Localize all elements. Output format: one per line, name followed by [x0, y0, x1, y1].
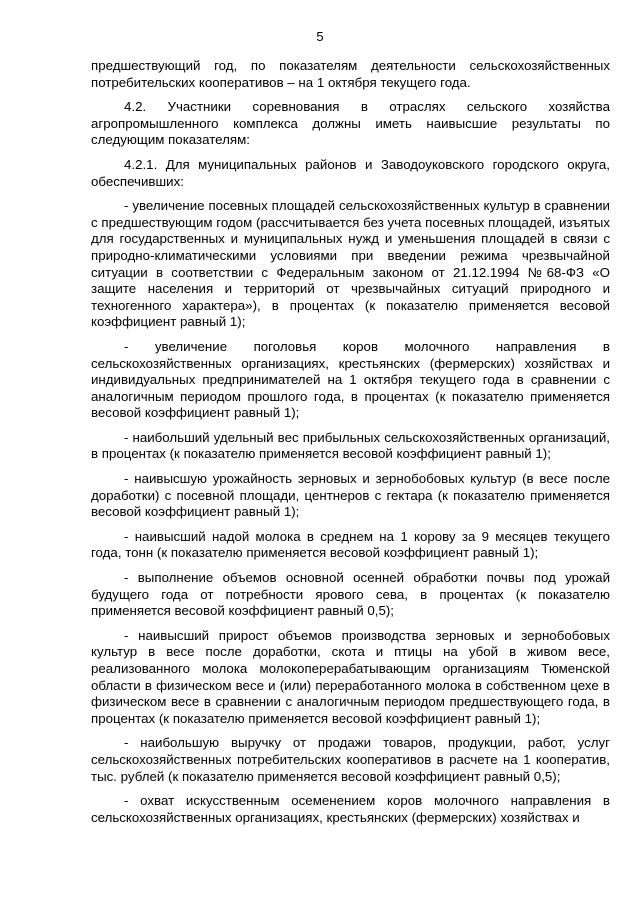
paragraph: - выполнение объемов основной осенней обработки почвы под урожай будущего года от потребности ярового сева, в процентах (к показателю применяется весовой коэффициент равный 0,5); [91, 570, 610, 619]
paragraph: - увеличение посевных площадей сельскохозяйственных культур в сравнении с предшествующим годом (рассчитывается без учета посевных площадей, изъятых для государственных и муниципальных нужд и уменьшения площадей в связи с природно-климатическими условиями при введении режима чрезвычайной ситуации в соответствии с Федеральным законом от 21.12.1994 №68-ФЗ «О защите населения и территорий от чрезвычайных ситуаций природного и техногенного характера»), в процентах (к показателю применяется весовой коэффициент равный 1); [91, 198, 610, 330]
paragraph: - охват искусственным осеменением коров молочного направления в сельскохозяйственных организациях, крестьянских (фермерских) хозяйствах и [91, 793, 610, 825]
page-number: 5 [316, 29, 324, 44]
paragraph: 4.2. Участники соревнования в отраслях сельского хозяйства агропромышленного комплекса должны иметь наивысшие результаты по следующим показателям: [91, 99, 610, 148]
document-body [91, 58, 610, 834]
paragraph: - наивысший надой молока в среднем на 1 корову за 9 месяцев текущего года, тонн (к показателю применяется весовой коэффициент равный 1); [91, 528, 610, 561]
paragraph: - увеличение поголовья коров молочного направления в сельскохозяйственных организациях, крестьянских (фермерских) хозяйствах и индивидуальных предпринимателей на 1 октября текущего года в сравнении с аналогичным периодом прошлого года, в процентах (к показателю применяется весовой коэффициент равный 1); [91, 338, 610, 421]
paragraph: - наибольший удельный вес прибыльных сельскохозяйственных организаций, в процентах (к показателю применяется весовой коэффициент равный 1); [91, 429, 610, 462]
paragraph: - наивысшую урожайность зерновых и зернобобовых культур (в весе после доработки) с посевной площади, центнеров с гектара (к показателю применяется весовой коэффициент равный 1); [91, 471, 610, 520]
paragraph: - наивысший прирост объемов производства зерновых и зернобобовых культур в весе после доработки, скота и птицы на убой в живом весе, реализованного молока молокоперерабатывающим организациям Тюменской области в физическом весе и (или) переработанного молока в собственном цехе в физическом весе в сравнении с аналогичным периодом предшествующего года, в процентах (к показателю применяется весовой коэффициент равный 1); [91, 627, 610, 726]
paragraph: - наибольшую выручку от продажи товаров, продукции, работ, услуг сельскохозяйственных потребительских кооперативов в расчете на 1 кооператив, тыс. рублей (к показателю применяется весовой коэффициент равный 0,5); [91, 735, 610, 784]
paragraph: предшествующий год, по показателям деятельности сельскохозяйственных потребительских кооперативов – на 1 октября текущего года. [91, 58, 610, 90]
paragraph: 4.2.1. Для муниципальных районов и Заводоуковского городского округа, обеспечивших: [91, 156, 610, 189]
